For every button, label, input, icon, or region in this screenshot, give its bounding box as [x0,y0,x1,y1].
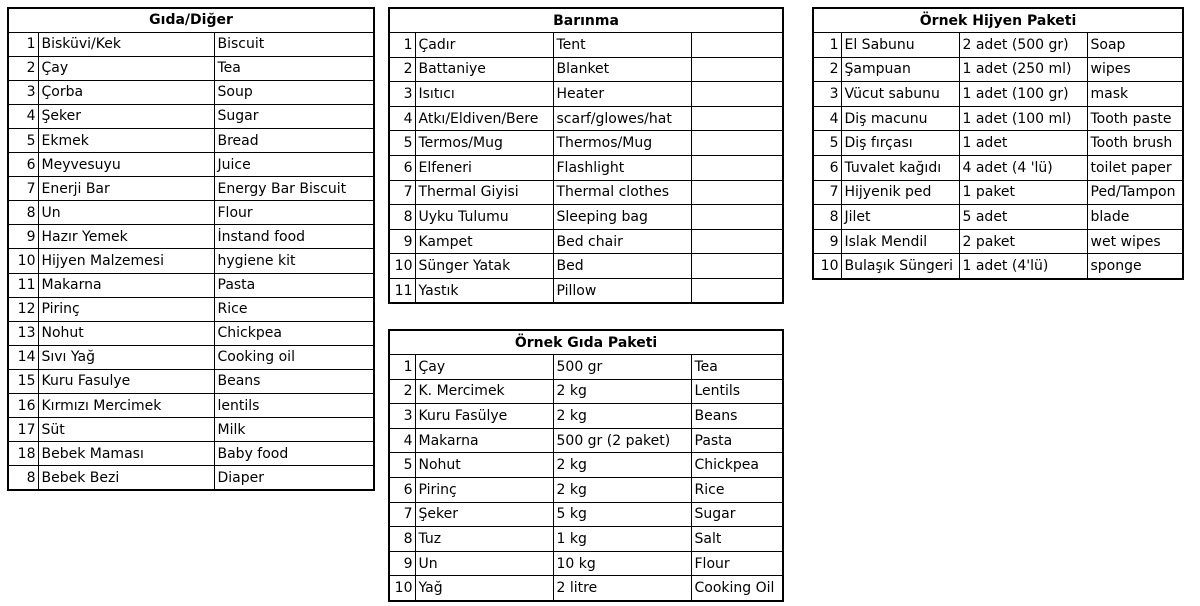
cell-tr: Isıtıcı [415,82,553,107]
cell-en: Chickpea [691,453,783,478]
row-number-cell: 1 [8,32,38,56]
cell-item: Çay [415,355,553,380]
cell-en: Sugar [214,104,374,128]
row-number-cell: 8 [389,527,415,552]
row-number-cell: 6 [813,156,841,181]
row-number-cell: 5 [8,128,38,152]
table-row [389,404,783,429]
row-number-cell: 8 [813,205,841,230]
row-number-cell: 4 [8,104,38,128]
cell-en: Biscuit [214,32,374,56]
row-number-cell: 1 [813,33,841,58]
table-title: Gıda/Diğer [8,8,374,32]
cell-item: Tuz [415,527,553,552]
cell-en: Soup [214,80,374,104]
row-number-cell: 7 [389,502,415,527]
cell-en: Milk [214,418,374,442]
table-row [389,57,783,82]
cell-item: Hijyenik ped [841,180,959,205]
cell-en: Pasta [691,428,783,453]
cell-tr: Şeker [38,104,214,128]
table-body [8,32,374,490]
cell-en: Tea [214,56,374,80]
table-body [389,355,783,601]
cell-en: wipes [1087,57,1183,82]
cell-en: hygiene kit [214,249,374,273]
cell-en: Cooking Oil [691,576,783,601]
row-number-cell: 3 [813,82,841,107]
cell-tr: Çay [38,56,214,80]
cell-en: Thermal clothes [553,180,691,205]
cell-tr: Bebek Bezi [38,466,214,490]
cell-qty: 2 kg [553,379,691,404]
row-number-cell: 9 [8,225,38,249]
row-number-cell: 2 [8,56,38,80]
cell-en: Pillow [553,279,691,304]
table-row [389,379,783,404]
row-number-cell: 16 [8,394,38,418]
cell-qty: 4 adet (4 'lü) [959,156,1087,181]
cell-en: Chickpea [214,321,374,345]
table-row [813,33,1183,58]
cell-tr: Un [38,201,214,225]
row-number-cell: 4 [389,106,415,131]
cell-en: blade [1087,205,1183,230]
cell-en: mask [1087,82,1183,107]
row-number-cell: 7 [389,180,415,205]
cell-en: Salt [691,527,783,552]
cell-en: Beans [691,404,783,429]
empty-cell [691,33,783,58]
cell-tr: Süt [38,418,214,442]
cell-en: toilet paper [1087,156,1183,181]
cell-qty: 1 adet (100 ml) [959,106,1087,131]
cell-qty: 2 paket [959,229,1087,254]
table-row [8,201,374,225]
cell-tr: Bisküvi/Kek [38,32,214,56]
table-row [8,273,374,297]
cell-en: Lentils [691,379,783,404]
table-row [389,478,783,503]
table-row [8,394,374,418]
empty-cell [691,180,783,205]
cell-item: Un [415,551,553,576]
row-number-cell: 11 [8,273,38,297]
cell-qty: 500 gr (2 paket) [553,428,691,453]
table-row [389,205,783,230]
cell-qty: 5 adet [959,205,1087,230]
empty-cell [691,254,783,279]
table-title: Örnek Gıda Paketi [389,330,783,355]
table-row [389,576,783,601]
cell-en: Tooth paste [1087,106,1183,131]
empty-cell [691,229,783,254]
empty-cell [691,205,783,230]
cell-en: Thermos/Mug [553,131,691,156]
cell-en: scarf/glowes/hat [553,106,691,131]
cell-qty: 5 kg [553,502,691,527]
row-number-cell: 17 [8,418,38,442]
table-row [389,551,783,576]
row-number-cell: 3 [389,404,415,429]
cell-en: Flour [214,201,374,225]
table-row [8,418,374,442]
row-number-cell: 18 [8,442,38,466]
table-row [813,156,1183,181]
food-other-table [7,7,375,491]
table-row [389,131,783,156]
empty-cell [691,131,783,156]
cell-en: Bed [553,254,691,279]
table-row [8,32,374,56]
cell-en: Rice [214,297,374,321]
cell-tr: Çadır [415,33,553,58]
cell-en: Pasta [214,273,374,297]
table-row [8,153,374,177]
cell-tr: Çorba [38,80,214,104]
cell-tr: Ekmek [38,128,214,152]
table-body [813,33,1183,279]
cell-qty: 1 adet (4'lü) [959,254,1087,279]
row-number-cell: 4 [389,428,415,453]
table-row [8,80,374,104]
cell-en: Bread [214,128,374,152]
cell-tr: Hijyen Malzemesi [38,249,214,273]
row-number-cell: 8 [8,466,38,490]
sample-hygiene-pack-table [812,7,1184,280]
row-number-cell: 8 [389,205,415,230]
cell-qty: 2 adet (500 gr) [959,33,1087,58]
cell-item: Kuru Fasülye [415,404,553,429]
cell-item: Diş macunu [841,106,959,131]
cell-qty: 2 kg [553,453,691,478]
table-row [8,466,374,490]
table-row [8,369,374,393]
table-row [8,225,374,249]
row-number-cell: 9 [813,229,841,254]
empty-cell [691,156,783,181]
table-row [389,453,783,478]
table-row [813,229,1183,254]
table-row [8,442,374,466]
table-row [8,297,374,321]
table-row [8,128,374,152]
table-row [8,104,374,128]
cell-item: Diş fırçası [841,131,959,156]
cell-en: Blanket [553,57,691,82]
cell-item: El Sabunu [841,33,959,58]
table-title: Barınma [389,8,783,33]
cell-tr: Bebek Maması [38,442,214,466]
cell-qty: 500 gr [553,355,691,380]
cell-qty: 10 kg [553,551,691,576]
row-number-cell: 5 [389,131,415,156]
empty-cell [691,279,783,304]
table-row [389,82,783,107]
table-row [8,56,374,80]
cell-item: Şeker [415,502,553,527]
cell-en: Tent [553,33,691,58]
row-number-cell: 10 [389,254,415,279]
row-number-cell: 9 [389,229,415,254]
cell-tr: Elfeneri [415,156,553,181]
cell-en: Sleeping bag [553,205,691,230]
row-number-cell: 3 [8,80,38,104]
cell-tr: Kuru Fasulye [38,369,214,393]
cell-en: Cooking oil [214,345,374,369]
table-row [389,355,783,380]
cell-en: Bed chair [553,229,691,254]
cell-item: Vücut sabunu [841,82,959,107]
cell-en: Baby food [214,442,374,466]
row-number-cell: 5 [389,453,415,478]
cell-tr: Kırmızı Mercimek [38,394,214,418]
table-title: Örnek Hijyen Paketi [813,8,1183,33]
cell-qty: 1 paket [959,180,1087,205]
cell-item: Makarna [415,428,553,453]
cell-en: Juice [214,153,374,177]
table-row [8,321,374,345]
shelter-table [388,7,784,304]
table-row [389,254,783,279]
cell-qty: 2 kg [553,478,691,503]
cell-tr: Uyku Tulumu [415,205,553,230]
row-number-cell: 10 [389,576,415,601]
table-row [389,156,783,181]
table-row [813,205,1183,230]
row-number-cell: 4 [813,106,841,131]
table-row [389,180,783,205]
table-row [389,502,783,527]
row-number-cell: 10 [813,254,841,279]
row-number-cell: 2 [389,379,415,404]
cell-en: Diaper [214,466,374,490]
cell-qty: 2 kg [553,404,691,429]
cell-item: K. Mercimek [415,379,553,404]
cell-en: Heater [553,82,691,107]
sample-food-pack-table [388,329,784,602]
table-row [8,177,374,201]
cell-en: Tea [691,355,783,380]
table-row [8,249,374,273]
row-number-cell: 12 [8,297,38,321]
row-number-cell: 10 [8,249,38,273]
cell-en: Sugar [691,502,783,527]
cell-qty: 2 litre [553,576,691,601]
cell-en: Tooth brush [1087,131,1183,156]
empty-cell [691,82,783,107]
table-row [813,254,1183,279]
row-number-cell: 6 [8,153,38,177]
cell-tr: Yastık [415,279,553,304]
table-row [8,345,374,369]
row-number-cell: 14 [8,345,38,369]
cell-tr: Meyvesuyu [38,153,214,177]
row-number-cell: 15 [8,369,38,393]
table-row [389,428,783,453]
row-number-cell: 7 [8,177,38,201]
cell-tr: Sünger Yatak [415,254,553,279]
cell-item: Yağ [415,576,553,601]
cell-en: Energy Bar Biscuit [214,177,374,201]
row-number-cell: 2 [813,57,841,82]
cell-item: Pirinç [415,478,553,503]
table-row [389,33,783,58]
cell-tr: Atkı/Eldiven/Bere [415,106,553,131]
cell-en: Soap [1087,33,1183,58]
cell-qty: 1 adet (100 gr) [959,82,1087,107]
cell-tr: Sıvı Yağ [38,345,214,369]
row-number-cell: 2 [389,57,415,82]
cell-en: wet wipes [1087,229,1183,254]
cell-qty: 1 adet [959,131,1087,156]
row-number-cell: 1 [389,33,415,58]
row-number-cell: 8 [8,201,38,225]
cell-tr: Thermal Giyisi [415,180,553,205]
row-number-cell: 13 [8,321,38,345]
cell-en: Beans [214,369,374,393]
cell-tr: Termos/Mug [415,131,553,156]
row-number-cell: 1 [389,355,415,380]
cell-item: Bulaşık Süngeri [841,254,959,279]
cell-item: Şampuan [841,57,959,82]
table-row [813,180,1183,205]
cell-en: Flour [691,551,783,576]
row-number-cell: 7 [813,180,841,205]
table-row [389,527,783,552]
table-row [813,131,1183,156]
cell-tr: Enerji Bar [38,177,214,201]
cell-tr: Hazır Yemek [38,225,214,249]
table-row [389,229,783,254]
cell-en: Ped/Tampon [1087,180,1183,205]
cell-item: Jilet [841,205,959,230]
cell-tr: Makarna [38,273,214,297]
row-number-cell: 6 [389,478,415,503]
cell-qty: 1 adet (250 ml) [959,57,1087,82]
cell-item: Nohut [415,453,553,478]
table-body [389,33,783,304]
table-row [389,279,783,304]
cell-tr: Pirinç [38,297,214,321]
cell-en: İnstand food [214,225,374,249]
cell-item: Islak Mendil [841,229,959,254]
cell-tr: Battaniye [415,57,553,82]
cell-tr: Nohut [38,321,214,345]
table-row [813,82,1183,107]
empty-cell [691,106,783,131]
table-row [813,106,1183,131]
table-row [813,57,1183,82]
cell-en: sponge [1087,254,1183,279]
empty-cell [691,57,783,82]
cell-en: lentils [214,394,374,418]
row-number-cell: 9 [389,551,415,576]
cell-en: Rice [691,478,783,503]
cell-item: Tuvalet kağıdı [841,156,959,181]
cell-tr: Kampet [415,229,553,254]
table-row [389,106,783,131]
row-number-cell: 6 [389,156,415,181]
row-number-cell: 5 [813,131,841,156]
cell-qty: 1 kg [553,527,691,552]
cell-en: Flashlight [553,156,691,181]
row-number-cell: 11 [389,279,415,304]
row-number-cell: 3 [389,82,415,107]
